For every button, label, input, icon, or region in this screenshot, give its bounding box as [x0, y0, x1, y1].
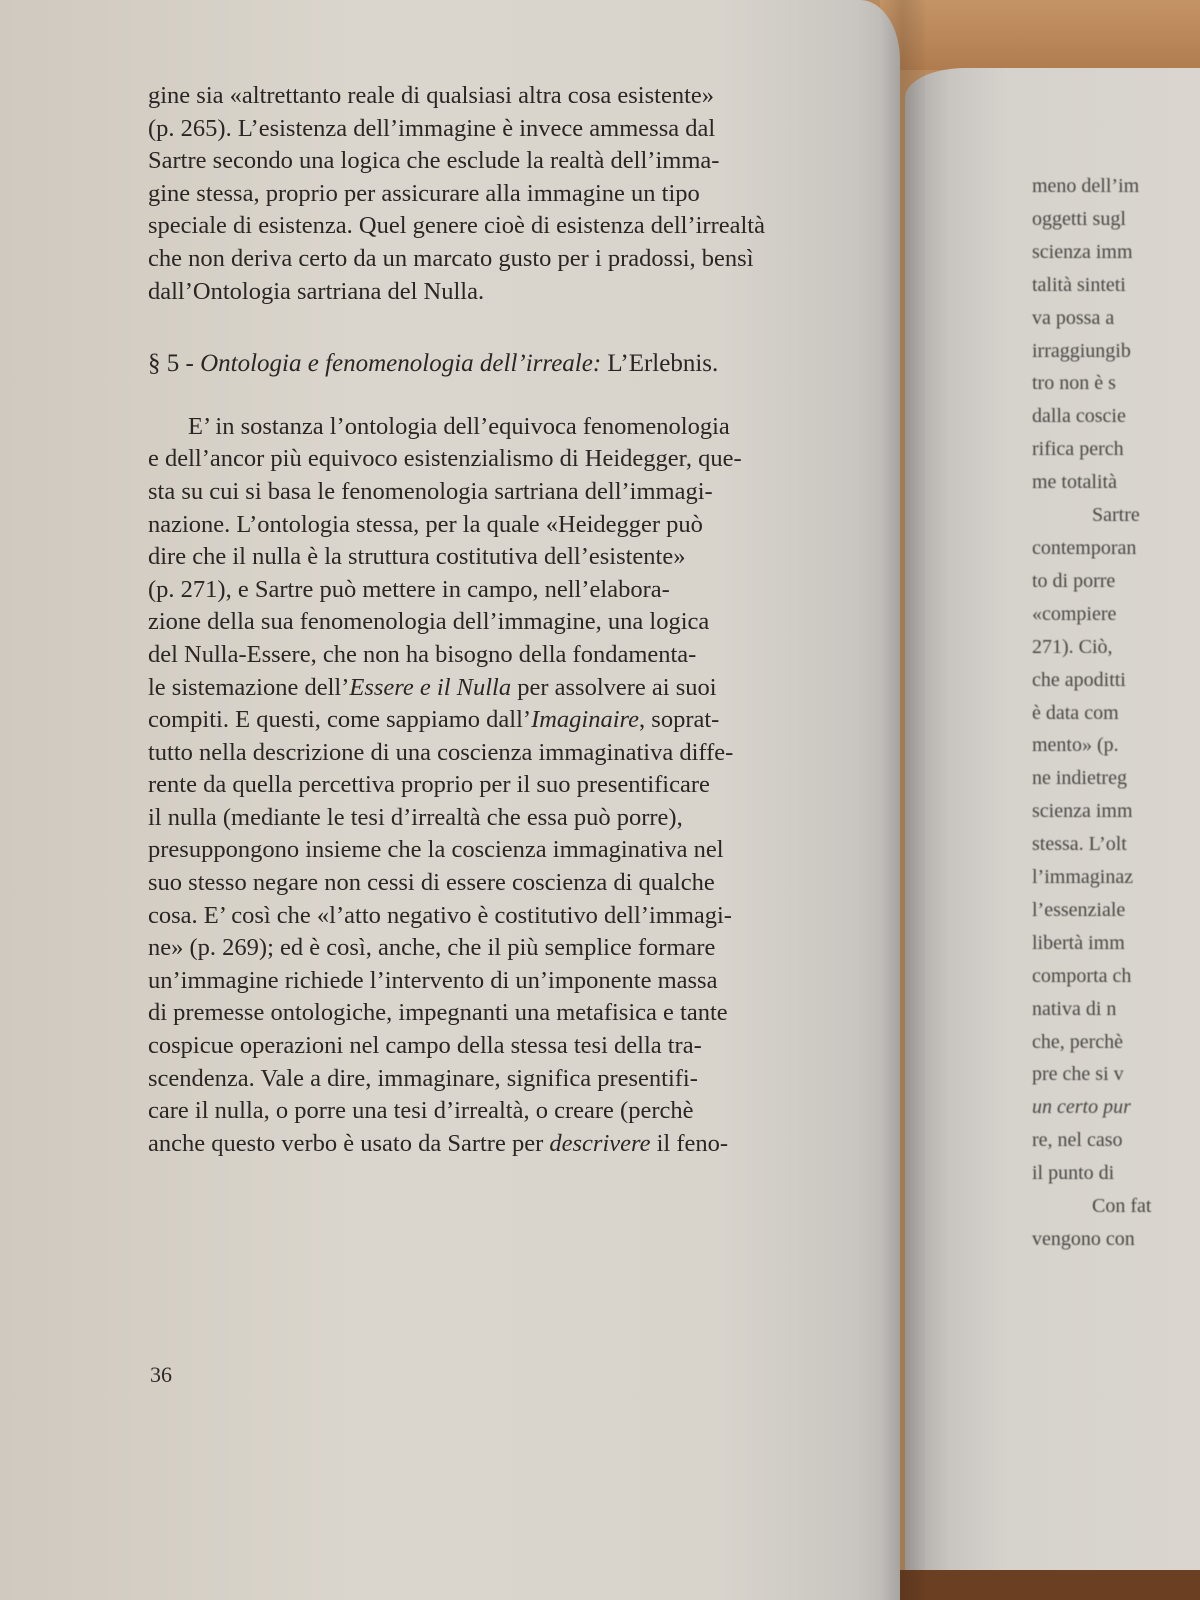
section-title-italic: Ontologia e fenomenologia dell’irreale:: [200, 350, 602, 378]
text-line: [148, 965, 868, 998]
text-line: me totalità: [1032, 471, 1117, 494]
text-run: , soprat-: [639, 706, 720, 734]
text-line: [148, 639, 868, 672]
text-line: [148, 476, 868, 509]
continued-paragraph: [148, 80, 868, 308]
text-line: irraggiungib: [1032, 339, 1131, 362]
text-line: oggetti sugl: [1032, 207, 1126, 230]
text-run: ne» (p. 269); ed è così, anche, che il più semplice formare: [148, 934, 716, 962]
italic-title-text: Imaginaire: [531, 706, 640, 734]
text-line: [148, 509, 868, 542]
text-line: ne indietreg: [1032, 767, 1127, 790]
text-line: l’immaginaz: [1032, 866, 1134, 889]
text-run: dire che il nulla è la struttura costitutiva dell’esistente»: [148, 543, 686, 571]
text-run: zione della sua fenomenologia dell’immagine, una logica: [148, 608, 710, 636]
text-run: sta su cui si basa le fenomenologia sartriana dell’immagi-: [148, 477, 713, 505]
text-line: scienza imm: [1032, 800, 1133, 823]
text-line: libertà imm: [1032, 931, 1125, 954]
page-number: 36: [150, 1362, 172, 1387]
text-line: mento» (p.: [1032, 734, 1119, 757]
section-number: § 5 -: [148, 350, 194, 378]
text-run: per assolvere ai suoi: [511, 673, 717, 701]
text-line: vengono con: [1032, 1228, 1135, 1250]
text-line: (p. 265). L’esistenza dell’immagine è invece ammessa dal: [148, 114, 716, 142]
text-run: presuppongono insieme che la coscienza immaginativa nel: [148, 836, 724, 864]
text-run: anche questo verbo è usato da Sartre per: [148, 1129, 550, 1157]
text-line: [148, 411, 868, 444]
text-line: 271). Ciò,: [1032, 635, 1113, 658]
text-line: è data com: [1032, 701, 1119, 724]
text-line: dalla coscie: [1032, 405, 1126, 428]
text-run: cosa. E’ così che «l’atto negativo è costitutivo dell’immagi-: [148, 901, 732, 929]
text-run: rente da quella percettiva proprio per il suo presentificare: [148, 771, 710, 799]
text-line: comporta ch: [1032, 964, 1132, 987]
text-line: rifica perch: [1032, 438, 1124, 461]
text-line: talità sinteti: [1032, 273, 1126, 296]
text-line: speciale di esistenza. Quel genere cioè di esistenza dell’irrealtà: [148, 212, 765, 240]
text-line: [148, 802, 868, 835]
text-run: tutto nella descrizione di una coscienza immaginativa diffe-: [148, 738, 734, 766]
text-run: il feno-: [650, 1129, 729, 1157]
text-line: che apoditti: [1032, 668, 1126, 691]
text-line: [148, 1095, 868, 1128]
text-line: [148, 574, 868, 607]
text-line: [148, 834, 868, 867]
book-cover-edge: [880, 1570, 1200, 1600]
text-line: [148, 900, 868, 933]
text-run: di premesse ontologiche, impegnanti una metafisica e tante: [148, 999, 728, 1027]
text-run: e dell’ancor più equivoco esistenzialismo di Heidegger, que-: [148, 445, 742, 473]
text-line: [148, 997, 868, 1030]
left-page-text: [148, 80, 868, 1160]
text-line: [148, 541, 868, 574]
text-line: to di porre: [1032, 569, 1116, 592]
text-line: [148, 1030, 868, 1063]
wooden-table-background: [880, 0, 1200, 70]
text-line: Sartre secondo una logica che esclude la realtà dell’imma-: [148, 147, 720, 175]
text-line: [148, 704, 868, 737]
text-line: Con fat: [1092, 1195, 1152, 1218]
text-line: «compiere: [1032, 602, 1117, 625]
text-run: suo stesso negare non cessi di essere coscienza di qualche: [148, 869, 715, 897]
text-line: scienza imm: [1032, 240, 1133, 263]
text-line: [148, 769, 868, 802]
text-line: [148, 672, 868, 705]
text-line: va possa a: [1032, 306, 1115, 329]
book-gutter-shadow: [880, 0, 925, 1600]
text-line: re, nel caso: [1032, 1129, 1123, 1152]
text-line: che non deriva certo da un marcato gusto per i pradossi, bensì: [148, 244, 754, 272]
text-run: care il nulla, o porre una tesi d’irrealtà, o creare (perchè: [148, 1097, 694, 1125]
text-run: un’immagine richiede l’intervento di un’imponente massa: [148, 966, 718, 994]
text-line: pre che si v: [1032, 1063, 1124, 1086]
italic-title-text: Essere e il Nulla: [349, 673, 512, 701]
right-page-text: [1032, 170, 1200, 1256]
text-run: scendenza. Vale a dire, immaginare, significa presentifi-: [148, 1064, 698, 1092]
text-line: nativa di n: [1032, 997, 1117, 1020]
text-line: l’essenziale: [1032, 898, 1126, 921]
text-line: meno dell’im: [1032, 175, 1140, 197]
text-run: compiti. E questi, come sappiamo dall’: [148, 706, 532, 734]
italic-title-text: descrivere: [549, 1129, 651, 1157]
text-line: contemporan: [1032, 536, 1137, 559]
text-line: stessa. L’olt: [1032, 833, 1127, 856]
text-line: [148, 443, 868, 476]
text-line: [148, 932, 868, 965]
text-run: nazione. L’ontologia stessa, per la quale «Heidegger può: [148, 510, 703, 538]
text-run: (p. 271), e Sartre può mettere in campo, nell’elabora-: [148, 575, 670, 603]
text-run: cospicue operazioni nel campo della stessa tesi della tra-: [148, 1032, 702, 1060]
text-line: [148, 867, 868, 900]
text-line: Sartre: [1092, 504, 1140, 527]
text-line: [148, 1128, 868, 1161]
text-line: gine stessa, proprio per assicurare alla immagine un tipo: [148, 179, 700, 207]
text-line: [148, 606, 868, 639]
text-run: il nulla (mediante le tesi d’irrealtà che essa può porre),: [148, 803, 683, 831]
body-paragraph: [148, 411, 868, 1161]
text-run: E’ in sostanza l’ontologia dell’equivoca fenomenologia: [188, 412, 730, 440]
text-run: le sistemazione dell’: [148, 673, 350, 701]
text-run: del Nulla-Essere, che non ha bisogno della fondamenta-: [148, 640, 697, 668]
text-line: gine sia «altrettanto reale di qualsiasi altra cosa esistente»: [148, 82, 715, 109]
text-line: il punto di: [1032, 1162, 1115, 1185]
section-heading: [148, 348, 868, 381]
text-line: [148, 737, 868, 770]
section-title-roman: L’Erlebnis.: [607, 350, 719, 378]
text-line: un certo pur: [1032, 1096, 1131, 1119]
text-line: che, perchè: [1032, 1030, 1124, 1053]
text-line: tro non è s: [1032, 372, 1116, 395]
text-line: [148, 1063, 868, 1096]
text-line: dall’Ontologia sartriana del Nulla.: [148, 277, 485, 305]
